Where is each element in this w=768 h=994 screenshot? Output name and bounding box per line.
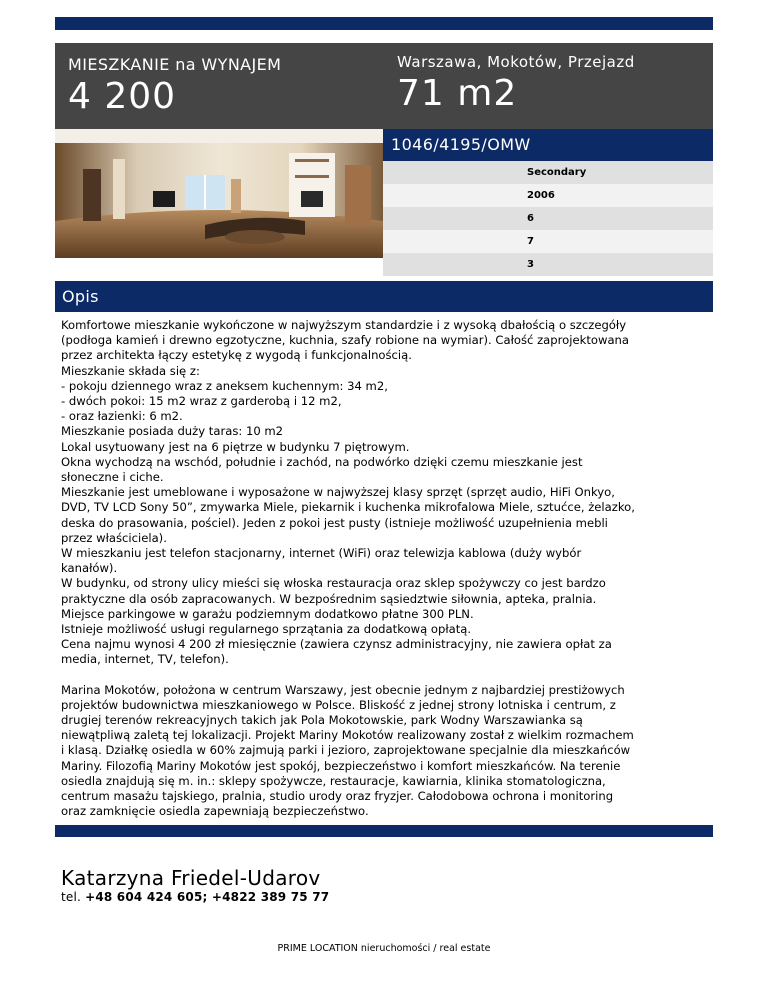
listing-area: 71 m2 bbox=[397, 73, 518, 114]
description-paragraph-2 bbox=[61, 683, 709, 820]
description-line: niewątpliwą zaletą tej lokalizacji. Projekt Mariny Mokotów realizowany został z wielkim rozmachem bbox=[61, 728, 634, 743]
detail-market: Secondary bbox=[383, 161, 713, 184]
description-line: Istnieje możliwość usługi regularnego sprzątania za dodatkową opłatą. bbox=[61, 622, 472, 637]
apartment-photo bbox=[55, 129, 383, 258]
detail-building-floors: 7 bbox=[383, 230, 713, 253]
apartment-panorama-image bbox=[55, 129, 383, 258]
description-line: Lokal usytuowany jest na 6 piętrze w budynku 7 piętrowym. bbox=[61, 439, 410, 454]
phone-numbers: +48 604 424 605; +4822 389 75 77 bbox=[85, 890, 330, 904]
description-line: kanałów). bbox=[61, 561, 118, 576]
description-line: Okna wychodzą na wschód, południe i zachód, na podwórko dzięki czemu mieszkanie jest bbox=[61, 454, 583, 469]
top-accent-bar bbox=[55, 17, 713, 30]
agent-phone bbox=[61, 890, 329, 904]
section-title-opis: Opis bbox=[55, 281, 713, 312]
description bbox=[61, 318, 709, 820]
agent-name: Katarzyna Friedel-Udarov bbox=[61, 866, 321, 890]
description-line: W budynku, od strony ulicy mieści się włoska restauracja oraz sklep spożywczy co jest bardzo bbox=[61, 576, 606, 591]
description-line: W mieszkaniu jest telefon stacjonarny, internet (WiFi) oraz telewizja kablowa (duży wybór bbox=[61, 546, 582, 561]
description-line: Cena najmu wynosi 4 200 zł miesięcznie (zawiera czynsz administracyjny, nie zawiera opłat za bbox=[61, 637, 612, 652]
description-line: praktyczne dla osób zapracowanych. W bezpośrednim sąsiedztwie siłownia, apteka, pralnia. bbox=[61, 591, 597, 606]
description-line: słoneczne i ciche. bbox=[61, 470, 164, 485]
listing-type: MIESZKANIE na WYNAJEM bbox=[68, 55, 282, 74]
listing-header bbox=[55, 43, 713, 129]
detail-rooms: 3 bbox=[383, 253, 713, 276]
description-line: Miejsce parkingowe w garażu podziemnym dodatkowo płatne 300 PLN. bbox=[61, 606, 474, 621]
description-line: deska do prasowania, pościel). Jeden z pokoi jest pusty (istnieje możliwość uzupełnienia mebli bbox=[61, 515, 608, 530]
paragraph-spacer bbox=[61, 668, 709, 683]
description-line: przez właściciela). bbox=[61, 530, 167, 545]
description-line: DVD, TV LCD Sony 50”, zmywarka Miele, piekarnik i kuchenka mikrofalowa Miele, sztućce, żelazko, bbox=[61, 500, 635, 515]
description-line: Mieszkanie składa się z: bbox=[61, 363, 200, 378]
phone-label: tel. bbox=[61, 890, 82, 904]
description-line: centrum masażu tajskiego, pralnia, studio urody oraz fryzjer. Całodobowa ochrona i monitoring bbox=[61, 789, 614, 804]
description-line: - dwóch pokoi: 15 m2 wraz z garderobą i 12 m2, bbox=[61, 394, 342, 409]
description-line: osiedla znajdują się m. in.: sklepy spożywcze, restauracje, kawiarnia, klinika stomatologiczna, bbox=[61, 773, 606, 788]
reference-number: 1046/4195/OMW bbox=[383, 129, 713, 161]
description-line: oraz zamknięcie osiedla zapewniają bezpieczeństwo. bbox=[61, 804, 369, 819]
listing-price: 4 200 bbox=[68, 76, 177, 117]
description-line: Mieszkanie jest umeblowane i wyposażone w najwyższej klasy sprzęt (sprzęt audio, HiFi Onkyo, bbox=[61, 485, 615, 500]
footer-company: PRIME LOCATION nieruchomości / real estate bbox=[277, 943, 491, 954]
divider-bar bbox=[55, 825, 713, 837]
description-line: projektów budownictwa mieszkaniowego w Polsce. Bliskość z jednej strony lotniska i centrum, z bbox=[61, 697, 616, 712]
description-line: - pokoju dziennego wraz z aneksem kuchennym: 34 m2, bbox=[61, 378, 388, 393]
description-line: Komfortowe mieszkanie wykończone w najwyższym standardzie i z wysoką dbałością o szczegóły bbox=[61, 318, 627, 332]
description-line: (podłoga kamień i drewno egzotyczne, kuchnia, szafy robione na wymiar). Całość zaprojektowana bbox=[61, 333, 629, 348]
description-line: przez architekta łączy estetykę z wygodą i funkcjonalnością. bbox=[61, 348, 412, 363]
detail-floor: 6 bbox=[383, 207, 713, 230]
description-line: Marina Mokotów, położona w centrum Warszawy, jest obecnie jednym z najbardziej prestiżowych bbox=[61, 682, 625, 697]
description-paragraph-1 bbox=[61, 318, 709, 668]
description-line: Mieszkanie posiada duży taras: 10 m2 bbox=[61, 424, 284, 439]
detail-year-built: 2006 bbox=[383, 184, 713, 207]
description-line: drugiej terenów rekreacyjnych takich jak Pola Mokotowskie, park Wodny Warszawianka są bbox=[61, 713, 583, 728]
description-line: media, internet, TV, telefon). bbox=[61, 652, 229, 667]
description-line: - oraz łazienki: 6 m2. bbox=[61, 409, 183, 424]
description-line: Mariny. Filozofią Mariny Mokotów jest spokój, bezpieczeństwo i komfort mieszkańców. Na terenie bbox=[61, 758, 621, 773]
listing-location: Warszawa, Mokotów, Przejazd bbox=[397, 53, 635, 71]
description-line: i klasą. Działkę osiedla w 60% zajmują parki i jezioro, zaprojektowane specjalnie dla mieszkańców bbox=[61, 743, 631, 758]
